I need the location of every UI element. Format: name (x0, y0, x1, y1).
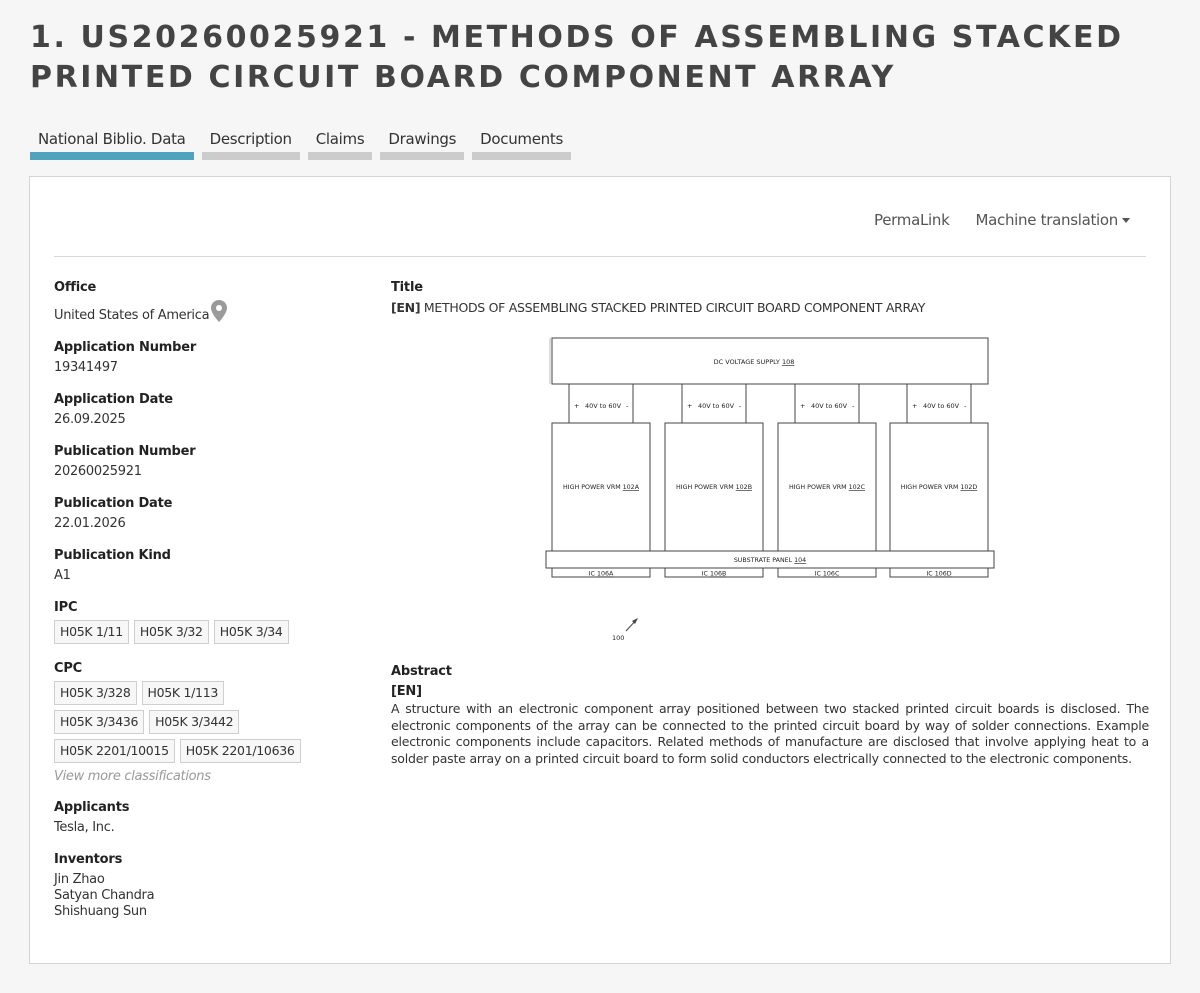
ipc-chip[interactable]: H05K 3/32 (134, 620, 209, 644)
machine-translation-dropdown[interactable] (975, 211, 1130, 229)
divider (54, 256, 1146, 257)
voltage-label: 40V to 60V (698, 402, 735, 410)
plus-sign: + (800, 402, 806, 410)
application-date-label: Application Date (54, 392, 173, 407)
tab-documents[interactable]: Documents (472, 128, 571, 160)
tab-description[interactable]: Description (202, 128, 300, 160)
ic-label: IC 106C (814, 570, 840, 578)
supply-ref: 108 (781, 358, 795, 366)
cpc-chip[interactable]: H05K 3/328 (54, 681, 137, 705)
vrm-label: HIGH POWER VRM 102A (562, 484, 640, 491)
biblio-column (54, 280, 354, 936)
publication-date-field (54, 496, 354, 532)
application-number-label: Application Number (54, 340, 197, 355)
vrm-group-b (665, 384, 763, 551)
voltage-label: 40V to 60V (923, 402, 960, 410)
plus-sign: + (912, 402, 918, 410)
minus-sign: - (852, 402, 855, 410)
inventors-field (54, 852, 354, 920)
vrm-group-c (778, 384, 876, 551)
machine-translation-label: Machine translation (975, 211, 1118, 229)
application-date-value: 26.09.2025 (54, 412, 126, 427)
voltage-label: 40V to 60V (811, 402, 848, 410)
toolbar (848, 211, 1130, 229)
application-number-field (54, 340, 354, 376)
title-label: Title (391, 280, 423, 295)
vrm-ref: 102D (960, 484, 978, 491)
publication-date-label: Publication Date (54, 496, 173, 511)
abstract-lang: [EN] (391, 684, 422, 699)
title-text: METHODS OF ASSEMBLING STACKED PRINTED CIRCUIT BOARD COMPONENT ARRAY (423, 300, 926, 315)
figure-ref: 100 (612, 634, 625, 642)
minus-sign: - (626, 402, 629, 410)
vrm-label: HIGH POWER VRM 102C (788, 484, 866, 491)
publication-number-label: Publication Number (54, 444, 196, 459)
ic-label: IC 106D (926, 570, 952, 578)
application-date-field (54, 392, 354, 428)
tab-claims[interactable]: Claims (308, 128, 373, 160)
cpc-chip[interactable]: H05K 3/3442 (149, 710, 239, 734)
publication-number-value: 20260025921 (54, 464, 142, 479)
office-field (54, 280, 354, 324)
application-number-value: 19341497 (54, 360, 118, 375)
substrate-label: SUBSTRATE PANEL 104 (733, 557, 807, 564)
cpc-field (54, 661, 354, 784)
ipc-field (54, 600, 354, 649)
substrate-ref: 104 (794, 557, 807, 564)
tab-bar (30, 128, 579, 160)
ipc-label: IPC (54, 600, 78, 615)
vrm-ref: 102C (848, 484, 866, 491)
voltage-label: 40V to 60V (585, 402, 622, 410)
tab-national-biblio-data[interactable]: National Biblio. Data (30, 128, 194, 160)
office-value: United States of America (54, 308, 210, 323)
content-panel (29, 176, 1171, 964)
inventor-name: Shishuang Sun (54, 904, 147, 919)
publication-kind-value: A1 (54, 568, 71, 583)
plus-sign: + (687, 402, 693, 410)
applicant-name: Tesla, Inc. (54, 820, 115, 835)
ipc-chips (54, 620, 314, 649)
minus-sign: - (964, 402, 967, 410)
vrm-ref: 102B (735, 484, 753, 491)
vrm-label: HIGH POWER VRM 102D (900, 484, 978, 491)
office-label: Office (54, 280, 97, 295)
page-title: 1. US20260025921 - METHODS OF ASSEMBLING STACKED PRINTED CIRCUIT BOARD COMPONENT ARRAY (30, 20, 1124, 95)
vrm-group-a (552, 384, 650, 551)
publication-kind-label: Publication Kind (54, 548, 171, 563)
ipc-chip[interactable]: H05K 3/34 (214, 620, 289, 644)
permalink-link[interactable]: PermaLink (874, 211, 950, 229)
applicants-label: Applicants (54, 800, 130, 815)
vrm-ref: 102A (622, 484, 640, 491)
publication-number-field (54, 444, 354, 480)
cpc-label: CPC (54, 661, 83, 676)
caret-down-icon (1122, 218, 1130, 223)
cpc-chips (54, 681, 314, 768)
view-more-classifications-link[interactable]: View more classifications (54, 769, 211, 784)
main-column (391, 280, 1149, 766)
inventors-label: Inventors (54, 852, 123, 867)
cpc-chip[interactable]: H05K 2201/10015 (54, 739, 175, 763)
publication-date-value: 22.01.2026 (54, 516, 126, 531)
publication-kind-field (54, 548, 354, 584)
plus-sign: + (574, 402, 580, 410)
abstract-text: A structure with an electronic component array positioned between two stacked printed circuit boards is disclosed. The electronic components of the array can be connected to the printed circuit board by way of solder connections. Example electronic components include capacitors. Related methods of manufacture are disclosed that involve applying heat to a solder paste array on a printed circuit board to form solid conductors electrically connected to the electronic components. (391, 701, 1149, 766)
abstract-section (391, 664, 1149, 767)
cpc-chip[interactable]: H05K 1/113 (142, 681, 225, 705)
minus-sign: - (739, 402, 742, 410)
map-pin-icon[interactable] (211, 300, 227, 322)
inventor-name: Jin Zhao (54, 872, 105, 887)
abstract-label: Abstract (391, 664, 452, 679)
vrm-group-d (890, 384, 988, 551)
supply-label: DC VOLTAGE SUPPLY 108 (713, 358, 795, 366)
cpc-chip[interactable]: H05K 2201/10636 (180, 739, 301, 763)
ipc-chip[interactable]: H05K 1/11 (54, 620, 129, 644)
title-lang: [EN] (391, 300, 421, 315)
applicants-field (54, 800, 354, 836)
vrm-label: HIGH POWER VRM 102B (675, 484, 753, 491)
tab-drawings[interactable]: Drawings (380, 128, 464, 160)
inventor-name: Satyan Chandra (54, 888, 155, 903)
ic-label: IC 106B (701, 570, 727, 578)
cpc-chip[interactable]: H05K 3/3436 (54, 710, 144, 734)
ic-label: IC 106A (588, 570, 614, 578)
front-page-drawing[interactable] (544, 335, 1004, 650)
